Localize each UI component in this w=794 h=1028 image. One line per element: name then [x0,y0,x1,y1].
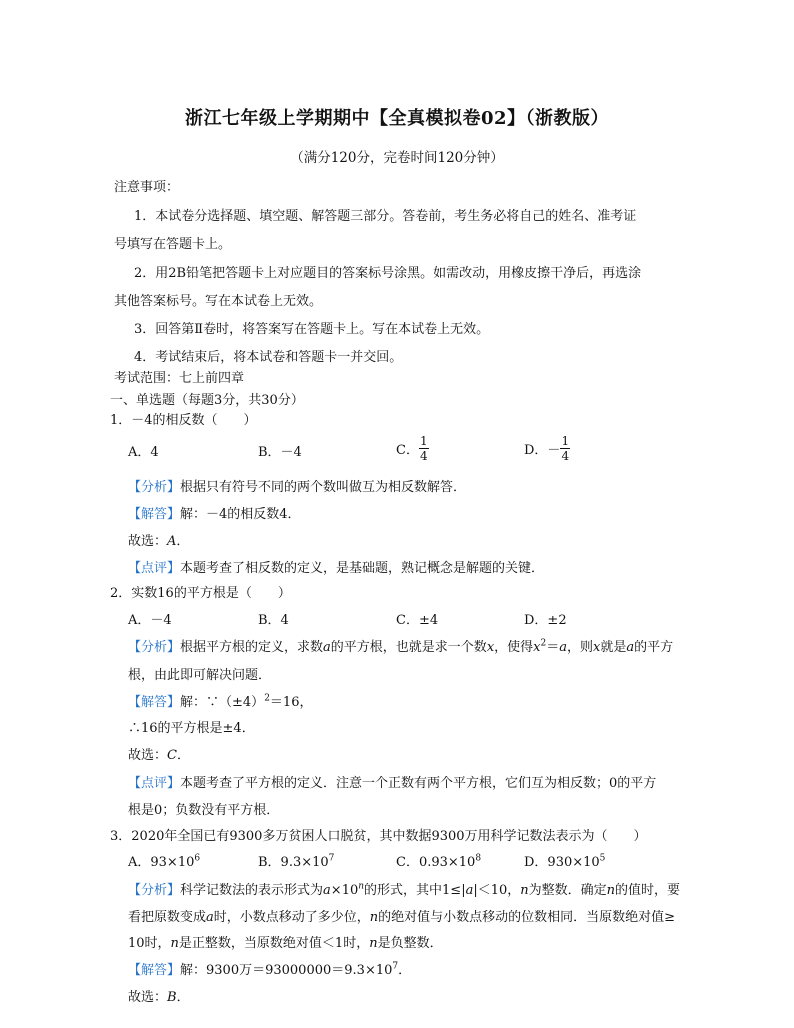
notice-item-2-cont: 其他答案标号。写在本试卷上无效。 [114,294,323,309]
q2-stem: 2．实数16的平方根是（ ） [110,586,291,601]
q1-choice: 故选：A． [128,534,190,549]
comment-tag: 【点评】 [128,561,181,576]
q3-stem: 3．2020年全国已有9300多万贫困人口脱贫，其中数据9300万用科学记数法表示为（ ） [110,829,647,844]
q3-analysis-cont: 看把原数变成a时，小数点移动了多少位，n的绝对值与小数点移动的位数相同．当原数绝对值≥ [128,910,676,925]
q1-stem: 1．－4的相反数（ ） [110,413,257,428]
notice-heading: 注意事项： [114,180,180,195]
section-heading: 一、单选题（每题3分，共30分） [110,393,304,408]
fraction: $\frac{1}{4}$ [561,434,570,463]
q1-option-d: D．－ $\frac{1}{4}$ [524,434,570,463]
q2-option-b: B．4 [258,613,289,628]
q1-option-c: C． $\frac{1}{4}$ [396,434,428,463]
q2-analysis-cont: 根，由此即可解决问题． [128,668,272,683]
notice-item-2: 2．用2B铅笔把答题卡上对应题目的答案标号涂黑。如需改动，用橡皮擦干净后，再选涂 [134,266,642,281]
q3-answer: 【解答】解：9300万$=93000000=9.3\times 10^7$． [128,961,412,978]
exam-scope: 考试范围：七上前四章 [114,371,245,386]
q2-answer: 【解答】解：$\because(\pm 4)^2=16$， [128,693,313,710]
q1-option-a: A．4 [128,445,159,460]
q2-option-a: A．－4 [128,613,172,628]
comment-tag: 【点评】 [128,776,181,791]
q3-option-c: C．$0.93\times 10^8$ [396,853,482,870]
q2-comment-cont: 根是0；负数没有平方根． [128,803,280,818]
analysis-tag: 【分析】 [128,883,181,898]
q3-choice: 故选：B． [128,990,190,1005]
q3-option-b: B．$9.3\times 10^7$ [258,853,335,870]
q3-analysis-cont-2: 10时，n是正整数，当原数绝对值＜1时，n是负整数． [128,936,443,951]
page-subtitle: （满分120分，完卷时间120分钟） [290,150,504,166]
fraction: $\frac{1}{4}$ [419,434,428,463]
q1-answer: 【解答】解：－4的相反数4． [128,507,301,522]
notice-item-1-cont: 号填写在答题卡上。 [114,237,232,252]
notice-item-4: 4．考试结束后，将本试卷和答题卡一并交回。 [134,350,403,365]
q2-answer-step: ∴16的平方根是±4． [128,721,255,736]
answer-tag: 【解答】 [128,695,181,710]
page-title: 浙江七年级上学期期中【全真模拟卷02】（浙教版） [184,108,610,129]
q1-comment: 【点评】本题考查了相反数的定义，是基础题，熟记概念是解题的关键． [128,561,545,576]
q2-comment: 【点评】本题考查了平方根的定义．注意一个正数有两个平方根，它们互为相反数；0的平方 [128,776,657,791]
q3-option-d: D．$930\times 10^5$ [524,853,606,870]
q2-analysis: 【分析】根据平方根的定义，求数a的平方根，也就是求一个数x，使得$x^2=a$，则x就是a的平方 [128,638,674,655]
answer-tag: 【解答】 [128,963,181,978]
answer-tag: 【解答】 [128,507,181,522]
q1-option-b: B．－4 [258,445,302,460]
q2-choice: 故选：C． [128,748,190,763]
q2-option-c: C．±4 [396,613,439,628]
q3-option-a: A．$93\times 10^6$ [128,853,201,870]
analysis-tag: 【分析】 [128,480,181,495]
q2-option-d: D．±2 [524,613,567,628]
notice-item-3: 3．回答第Ⅱ卷时，将答案写在答题卡上。写在本试卷上无效。 [134,322,490,337]
q3-analysis: 【分析】科学记数法的表示形式为$a\times 10^n$的形式，其中1≤|a|＜10，n为整数．确定n的值时，要 [128,881,681,898]
q1-analysis: 【分析】根据只有符号不同的两个数叫做互为相反数解答． [128,480,467,495]
analysis-tag: 【分析】 [128,640,181,655]
notice-item-1: 1．本试卷分选择题、填空题、解答题三部分。答卷前，考生务必将自己的姓名、准考证 [134,209,637,224]
